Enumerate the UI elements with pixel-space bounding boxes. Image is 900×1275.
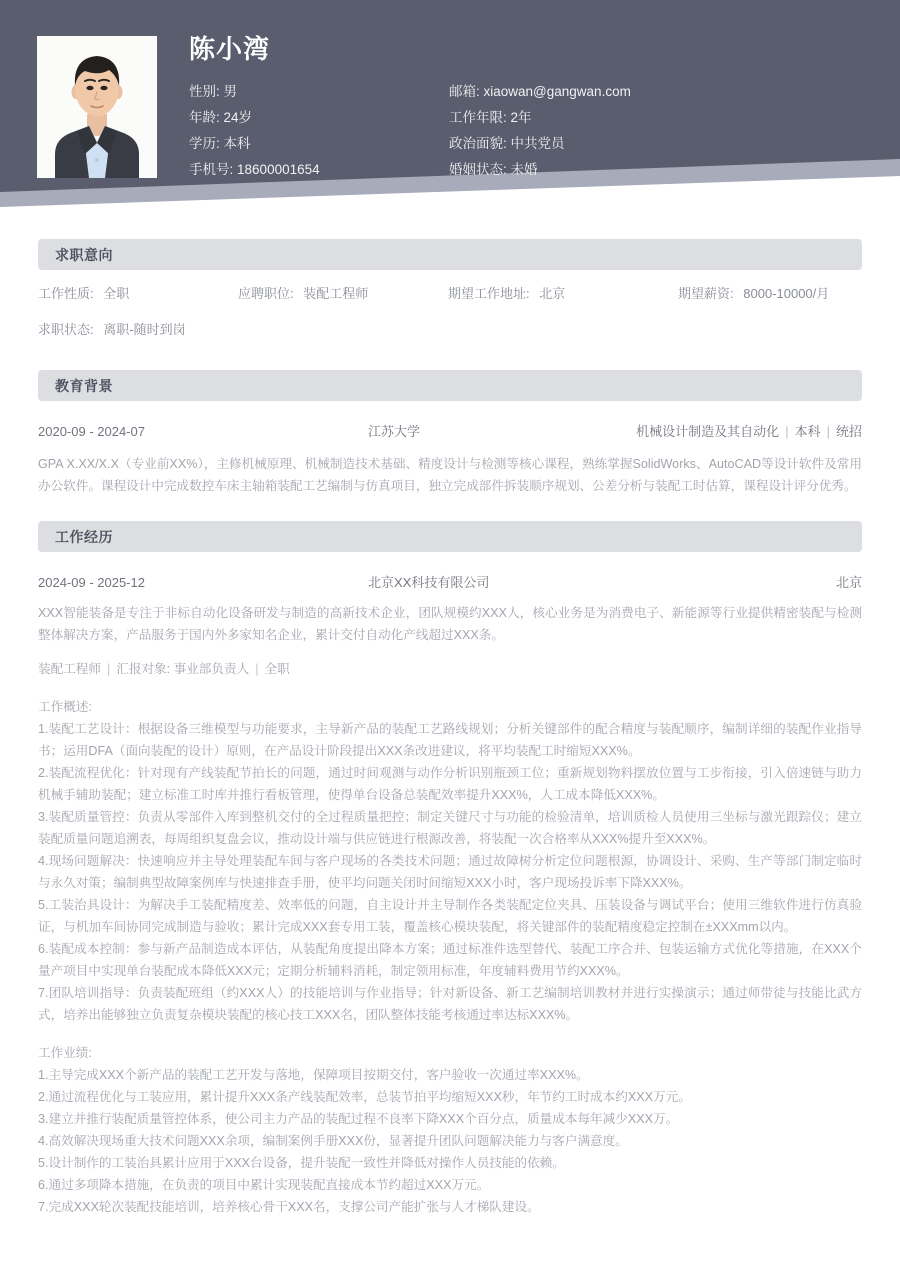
- info-email-label: 邮箱:: [449, 84, 480, 99]
- info-political-value: 中共党员: [510, 136, 565, 151]
- section-title-work: 工作经历: [55, 528, 113, 545]
- info-marital-value: 未婚: [510, 162, 538, 177]
- education-degree: 本科: [794, 424, 821, 439]
- education-admission: 统招: [835, 424, 862, 439]
- info-gender-label: 性别:: [189, 84, 220, 99]
- section-work-header: [38, 521, 862, 552]
- info-marital-label: 婚姻状态:: [449, 162, 507, 177]
- work-achievement-label: 工作业绩:: [38, 1046, 92, 1060]
- info-experience-value: 2年: [510, 110, 532, 125]
- list-item: 1.主导完成XXX个新产品的装配工艺开发与落地，保障项目按期交付，客户验收一次通过率XXX%。: [38, 1068, 589, 1082]
- meta-separator-2: |: [826, 424, 830, 439]
- section-job-intention-body: [38, 270, 862, 348]
- info-email-value: xiaowan@gangwan.com: [483, 84, 631, 99]
- field-expected-salary-label: 期望薪资:: [678, 286, 734, 301]
- field-job-nature-label: 工作性质:: [38, 286, 94, 301]
- info-age: [189, 105, 449, 131]
- education-entry-head: [38, 417, 862, 447]
- list-item: 5.工装治具设计：为解决手工装配精度差、效率低的问题，自主设计并主导制作各类装配定位夹具、压装设备与调试平台；使用三维软件进行仿真验证，与机加车间协同完成制造与验收；累计完成XXX套专用工装，覆盖核心模块装配，将关键部件的装配精度稳定控制在±XXXmm以内。: [38, 898, 862, 934]
- work-role: 装配工程师: [38, 662, 101, 676]
- info-marital: [449, 157, 869, 183]
- field-job-status-label: 求职状态:: [38, 322, 94, 337]
- work-company: 北京XX科技有限公司: [368, 575, 490, 590]
- avatar: [37, 36, 157, 178]
- list-item: 5.设计制作的工装治具累计应用于XXX台设备，提升装配一致性并降低对操作人员技能的依赖。: [38, 1156, 565, 1170]
- job-intention-row-2: [38, 312, 862, 348]
- work-date-range: 2024-09 - 2025-12: [38, 575, 145, 590]
- field-target-position-value: 装配工程师: [303, 286, 369, 301]
- list-item: 2.通过流程优化与工装应用，累计提升XXX条产线装配效率，总装节拍平均缩短XXX秒，年节约工时成本约XXX万元。: [38, 1090, 691, 1104]
- info-education: [189, 131, 449, 157]
- section-education-header: [38, 370, 862, 401]
- info-gender: [189, 79, 449, 105]
- info-gender-value: 男: [223, 84, 238, 99]
- role-separator-2: |: [255, 662, 259, 676]
- work-report-to: 汇报对象: 事业部负责人: [116, 662, 250, 676]
- education-date-range: 2020-09 - 2024-07: [38, 424, 145, 439]
- info-phone-label: 手机号:: [189, 162, 234, 177]
- info-education-label: 学历:: [189, 136, 220, 151]
- list-item: 4.高效解决现场重大技术问题XXX余项，编制案例手册XXX份，显著提升团队问题解决能力与客户满意度。: [38, 1134, 628, 1148]
- job-intention-row-1: [38, 276, 862, 312]
- field-expected-salary-value: 8000-10000/月: [743, 286, 830, 301]
- education-meta: [636, 417, 862, 447]
- info-experience-label: 工作年限:: [449, 110, 507, 125]
- list-item: 3.装配质量管控：负责从零部件入库到整机交付的全过程质量把控；制定关键尺寸与功能的检验清单，培训质检人员使用三坐标与激光跟踪仪；建立装配质量问题追溯表，每周组织复盘会议，推动设计端与供应链进行根源改善，将装配一次合格率从XXX%提升至XXX%。: [38, 810, 862, 846]
- field-target-location: [448, 276, 678, 312]
- education-description: GPA X.XX/X.X（专业前XX%），主修机械原理、机械制造技术基础、精度设计与检测等核心课程，熟练掌握SolidWorks、AutoCAD等设计软件及常用办公软件。课程设计中完成数控车床主轴箱装配工艺编制与仿真项目，独立完成部件拆装顺序规划、公差分析与装配工时估算，课程设计评分优秀。: [38, 457, 862, 493]
- field-expected-salary: [678, 276, 858, 312]
- info-experience: [449, 105, 869, 131]
- info-education-value: 本科: [223, 136, 251, 151]
- work-company-intro: XXX智能装备是专注于非标自动化设备研发与制造的高新技术企业，团队规模约XXX人，核心业务是为消费电子、新能源等行业提供精密装配与检测整体解决方案，产品服务于国内外多家知名企业，累计交付自动化产线超过XXX条。: [38, 606, 862, 642]
- list-item: 6.通过多项降本措施，在负责的项目中累计实现装配直接成本节约超过XXX万元。: [38, 1178, 490, 1192]
- field-target-position: [238, 276, 448, 312]
- work-entry-head: [38, 568, 862, 598]
- field-job-nature-value: 全职: [103, 286, 130, 301]
- info-phone-value: 18600001654: [237, 162, 320, 177]
- field-job-status: [38, 312, 238, 348]
- personal-info-grid: [189, 79, 869, 183]
- work-overview-list: [38, 718, 862, 1026]
- info-political: [449, 131, 869, 157]
- resume-body: [0, 207, 900, 1218]
- section-work-body: [38, 552, 862, 1218]
- candidate-name: 陈小湾: [189, 34, 271, 64]
- work-role-line: [38, 658, 862, 680]
- list-item: 2.装配流程优化：针对现有产线装配节拍长的问题，通过时间观测与动作分析识别瓶颈工位；重新规划物料摆放位置与工步衔接，引入倍速链与助力机械手辅助装配；建立标准工时库并推行看板管理，使得单台设备总装配效率提升XXX%，人工成本降低XXX%。: [38, 766, 862, 802]
- list-item: 4.现场问题解决：快速响应并主导处理装配车间与客户现场的各类技术问题；通过故障树分析定位问题根源，协调设计、采购、生产等部门制定临时与永久对策；编制典型故障案例库与快速排查手册，使平均问题关闭时间缩短XXX小时，客户现场投诉率下降XXX%。: [38, 854, 862, 890]
- meta-separator-1: |: [785, 424, 789, 439]
- resume-header: [0, 0, 900, 207]
- info-age-value: 24岁: [223, 110, 253, 125]
- list-item: 3.建立并推行装配质量管控体系，使公司主力产品的装配过程不良率下降XXX个百分点，质量成本每年减少XXX万。: [38, 1112, 679, 1126]
- education-school: 江苏大学: [368, 424, 421, 439]
- list-item: 6.装配成本控制：参与新产品制造成本评估，从装配角度提出降本方案；通过标准件选型替代、装配工序合并、包装运输方式优化等措施，在XXX个量产项目中实现单台装配成本降低XXX元；定期分析辅料消耗，制定领用标准，年度辅料费用节约XXX%。: [38, 942, 862, 978]
- list-item: 7.完成XXX轮次装配技能培训，培养核心骨干XXX名，支撑公司产能扩张与人才梯队建设。: [38, 1200, 540, 1214]
- header-info: [189, 36, 869, 183]
- section-title-education: 教育背景: [55, 377, 113, 394]
- section-education-body: [38, 401, 862, 497]
- section-job-intention-header: [38, 239, 862, 270]
- info-email: [449, 79, 869, 105]
- info-political-label: 政治面貌:: [449, 136, 507, 151]
- field-target-location-label: 期望工作地址:: [448, 286, 530, 301]
- field-target-location-value: 北京: [539, 286, 566, 301]
- field-job-status-value: 离职-随时到岗: [103, 322, 186, 337]
- list-item: 1.装配工艺设计：根据设备三维模型与功能要求，主导新产品的装配工艺路线规划；分析关键部件的配合精度与装配顺序，编制详细的装配作业指导书；运用DFA（面向装配的设计）原则，在产品设计阶段提出XXX条改进建议，将平均装配工时缩短XXX%。: [38, 722, 862, 758]
- work-location: 北京: [835, 575, 862, 590]
- list-item: 7.团队培训指导：负责装配班组（约XXX人）的技能培训与作业指导；针对新设备、新工艺编制培训教材并进行实操演示；通过师带徒与技能比武方式，培养出能够独立负责复杂模块装配的核心技工XXX名，团队整体技能考核通过率达标XXX%。: [38, 986, 862, 1022]
- work-overview-label: 工作概述:: [38, 700, 92, 714]
- role-separator-1: |: [106, 662, 111, 676]
- work-achievement-list: [38, 1064, 862, 1218]
- info-phone: [189, 157, 449, 183]
- work-job-type: 全职: [264, 662, 290, 676]
- education-major: 机械设计制造及其自动化: [636, 424, 780, 439]
- section-title-job-intention: 求职意向: [55, 246, 113, 263]
- info-age-label: 年龄:: [189, 110, 220, 125]
- field-job-nature: [38, 276, 238, 312]
- field-target-position-label: 应聘职位:: [238, 286, 294, 301]
